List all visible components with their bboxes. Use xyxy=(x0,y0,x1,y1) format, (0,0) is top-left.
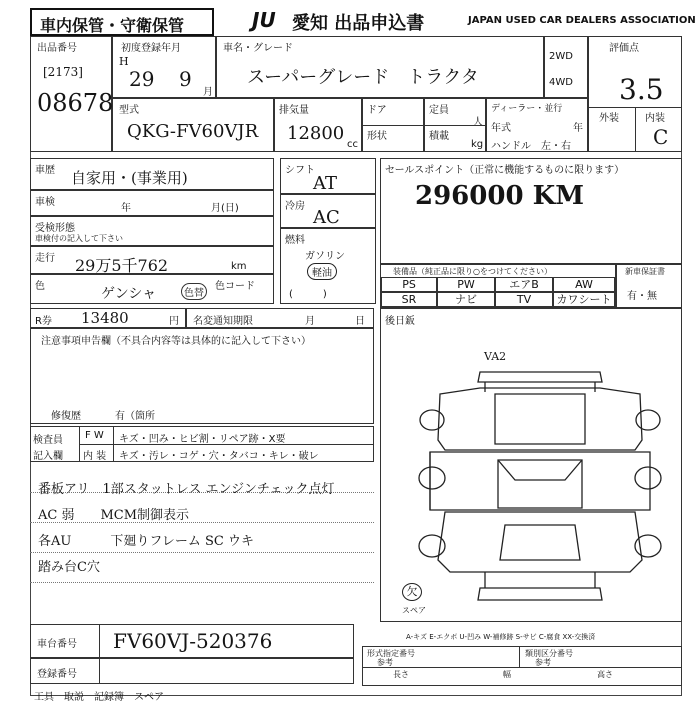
repair-value: 有（箇所 xyxy=(115,411,155,422)
warranty-label: 新車保証書 xyxy=(625,267,665,276)
registration-label: 登録番号 xyxy=(37,669,77,680)
equipment-item-1-3: カワシート xyxy=(553,292,615,307)
drive-cell xyxy=(544,36,588,98)
lot-cell xyxy=(30,36,112,152)
spare-label: スペア xyxy=(402,606,426,615)
handwritten-area xyxy=(30,462,374,620)
cert-cell xyxy=(362,646,682,686)
color-value: ゲンシャ xyxy=(101,286,157,302)
shape-label: 形状 xyxy=(367,131,387,142)
record-label: 記入欄 xyxy=(33,451,63,462)
displacement-value: 12800 xyxy=(287,123,345,144)
first-reg-year: 29 xyxy=(129,67,155,91)
name-cell xyxy=(216,36,544,98)
inspection-label: 車検 xyxy=(35,197,55,208)
fuel-label: 燃料 xyxy=(285,235,305,246)
score-ext-label: 外装 xyxy=(599,113,619,124)
chassis-cell xyxy=(30,624,354,658)
history-label: 車歴 xyxy=(35,165,55,176)
inspector-label: 検査員 xyxy=(33,435,63,446)
capacity-unit: 人 xyxy=(473,117,483,128)
receiving-label: 受検形態 xyxy=(35,223,75,234)
notice-month: 月 xyxy=(305,316,315,327)
shift-label: シフト xyxy=(285,165,315,176)
inspection-cell xyxy=(30,190,274,216)
color-code-label: 色コード xyxy=(215,281,255,292)
year-unit: 年 xyxy=(573,123,583,134)
score-label: 評価点 xyxy=(609,43,639,54)
recycle-unit: 円 xyxy=(169,316,179,327)
chassis-value: FV60VJ-520376 xyxy=(113,629,273,653)
equipment-item-0-0: PS xyxy=(381,277,437,292)
bottom-row: 工具 取説 記録簿 スペア xyxy=(34,692,164,703)
warranty-value: 有・無 xyxy=(627,291,657,302)
first-reg-month-unit: 月 xyxy=(203,87,213,98)
drive-opt-2wd: 2WD xyxy=(549,51,573,62)
load-unit: kg xyxy=(471,139,484,150)
vehicle-diagram xyxy=(410,360,670,610)
displacement-cell xyxy=(274,98,362,152)
hw-line-4: 踏み台C穴 xyxy=(38,560,100,575)
recycle-value: 13480 xyxy=(81,309,129,327)
equipment-grid xyxy=(381,277,615,307)
model-cell xyxy=(112,98,274,152)
check-row2: キズ・汚レ・コゲ・穴・タバコ・キレ・破レ xyxy=(119,451,319,462)
year-label: 年式 xyxy=(491,123,511,134)
dealer-label: ディーラー・並行 xyxy=(491,104,563,114)
ac-label: 冷房 xyxy=(285,201,305,212)
history-value: 自家用・(事業用) xyxy=(71,169,188,187)
cert-label-2: 類別区分番号 xyxy=(525,649,573,658)
displacement-label: 排気量 xyxy=(279,105,309,116)
cert-length: 長さ xyxy=(393,670,409,679)
mileage-value: 29万5千762 xyxy=(75,256,169,275)
notes-label: 注意事項申告欄（不具合内容等は具体的に記入して下さい） xyxy=(41,336,311,347)
mileage-cell xyxy=(30,246,274,274)
form-title: 愛知 出品申込書 xyxy=(292,13,425,34)
inspection-month: 月(日) xyxy=(211,203,239,214)
check-row2-label: 内 装 xyxy=(83,451,107,462)
fuel-opt-gasoline: ガソリン xyxy=(305,251,345,262)
rear-window-label: 後日鈑 xyxy=(385,316,415,327)
equipment-label: 装備品（純正品に限り○をつけてください） xyxy=(393,267,552,276)
fuel-cell xyxy=(280,228,376,304)
sales-label: セールスポイント（正常に機能するものに限ります） xyxy=(385,165,625,176)
storage-badge xyxy=(30,8,214,36)
score-int-value: C xyxy=(653,125,669,149)
chassis-label: 車台番号 xyxy=(37,639,77,650)
hw-line-3: 各AU 下廻りフレーム SC ウキ xyxy=(38,534,254,549)
equipment-cell xyxy=(380,264,616,308)
name-value: スーパーグレード トラクタ xyxy=(247,67,479,88)
first-reg-month: 9 xyxy=(179,67,192,91)
first-reg-label: 初度登録年月 xyxy=(121,43,181,54)
capacity-cell xyxy=(424,98,486,152)
ju-logo: JU xyxy=(252,8,276,32)
score-value: 3.5 xyxy=(619,73,664,106)
first-reg-cell xyxy=(112,36,216,98)
ac-cell xyxy=(280,194,376,228)
receiving-cell xyxy=(30,216,274,246)
form-subtitle: JAPAN USED CAR DEALERS ASSOCIATION xyxy=(468,15,696,26)
color-label: 色 xyxy=(35,281,45,292)
check-row1-label: F W xyxy=(85,430,104,441)
drive-opt-4wd: 4WD xyxy=(549,77,573,88)
mileage-unit: km xyxy=(231,261,247,272)
lot-number: 08678 xyxy=(37,89,114,117)
cert-width: 幅 xyxy=(503,670,511,679)
shift-value: AT xyxy=(313,173,338,194)
handle-value: 左・右 xyxy=(541,141,571,152)
warranty-cell xyxy=(616,264,682,308)
repair-label: 修復歴 xyxy=(51,411,81,422)
load-label: 積載 xyxy=(429,131,449,142)
notice-date-cell xyxy=(186,308,374,328)
first-reg-era: H xyxy=(119,55,129,68)
equipment-item-1-1: ナビ xyxy=(437,292,495,307)
cert-sub-1: 参考 xyxy=(377,658,393,667)
notes-cell xyxy=(30,328,374,424)
lot-sub: [2173] xyxy=(43,65,83,79)
lot-label: 出品番号 xyxy=(37,43,77,54)
displacement-unit: cc xyxy=(347,139,358,150)
ac-value: AC xyxy=(313,207,340,228)
mileage-label: 走行 xyxy=(35,253,55,264)
receiving-note: 車検付の記入して下さい xyxy=(35,234,123,243)
recycle-label: R券 xyxy=(35,316,52,327)
cert-label-1: 形式指定番号 xyxy=(367,649,415,658)
name-label: 車名・グレード xyxy=(223,43,293,54)
notice-day: 日 xyxy=(355,316,365,327)
model-value: QKG-FV60VJR xyxy=(127,121,259,142)
hw-line-1: 番板アリ 1部スタットレス エンジンチェック点灯 xyxy=(38,482,335,497)
dealer-cell xyxy=(486,98,588,152)
model-label: 型式 xyxy=(119,105,139,116)
sales-cell xyxy=(380,158,682,264)
color-change: 色替 xyxy=(181,283,207,300)
fuel-opt-diesel: 軽油 xyxy=(307,263,337,280)
hw-line-2: AC 弱 MCM制御表示 xyxy=(38,508,190,523)
sales-value: 296000 KM xyxy=(415,181,584,211)
damage-legend: A-キズ E-エクボ U-凹み W-補修跡 S-サビ C-腐食 XX-交換済 xyxy=(406,633,596,641)
inspection-year: 年 xyxy=(121,203,131,214)
diagram-annotation: VA2 xyxy=(484,350,507,363)
door-cell xyxy=(362,98,424,152)
check-row1: キズ・凹み・ヒビ割・リペア跡・X要 xyxy=(119,434,286,445)
color-cell xyxy=(30,274,274,304)
registration-cell xyxy=(30,658,354,684)
score-int-label: 内装 xyxy=(645,113,665,124)
fuel-paren: ( ) xyxy=(289,289,327,300)
equipment-item-1-2: TV xyxy=(495,292,553,307)
notice-date-label: 名変通知期限 xyxy=(193,316,253,327)
cert-height: 高さ xyxy=(597,670,613,679)
cert-sub-2: 参考 xyxy=(535,658,551,667)
equipment-item-0-3: AW xyxy=(553,277,615,292)
shift-cell xyxy=(280,158,376,194)
equipment-item-0-2: エアB xyxy=(495,277,553,292)
history-cell xyxy=(30,158,274,190)
check-cell xyxy=(30,426,374,462)
score-cell xyxy=(588,36,682,152)
equipment-item-1-0: SR xyxy=(381,292,437,307)
capacity-label: 定員 xyxy=(429,105,449,116)
spare-mark: 欠 xyxy=(402,583,422,601)
storage-badge-text: 車内保管・守衛保管 xyxy=(40,16,185,35)
door-label: ドア xyxy=(367,105,387,116)
recycle-cell xyxy=(30,308,186,328)
equipment-item-0-1: PW xyxy=(437,277,495,292)
handle-label: ハンドル xyxy=(491,141,531,152)
